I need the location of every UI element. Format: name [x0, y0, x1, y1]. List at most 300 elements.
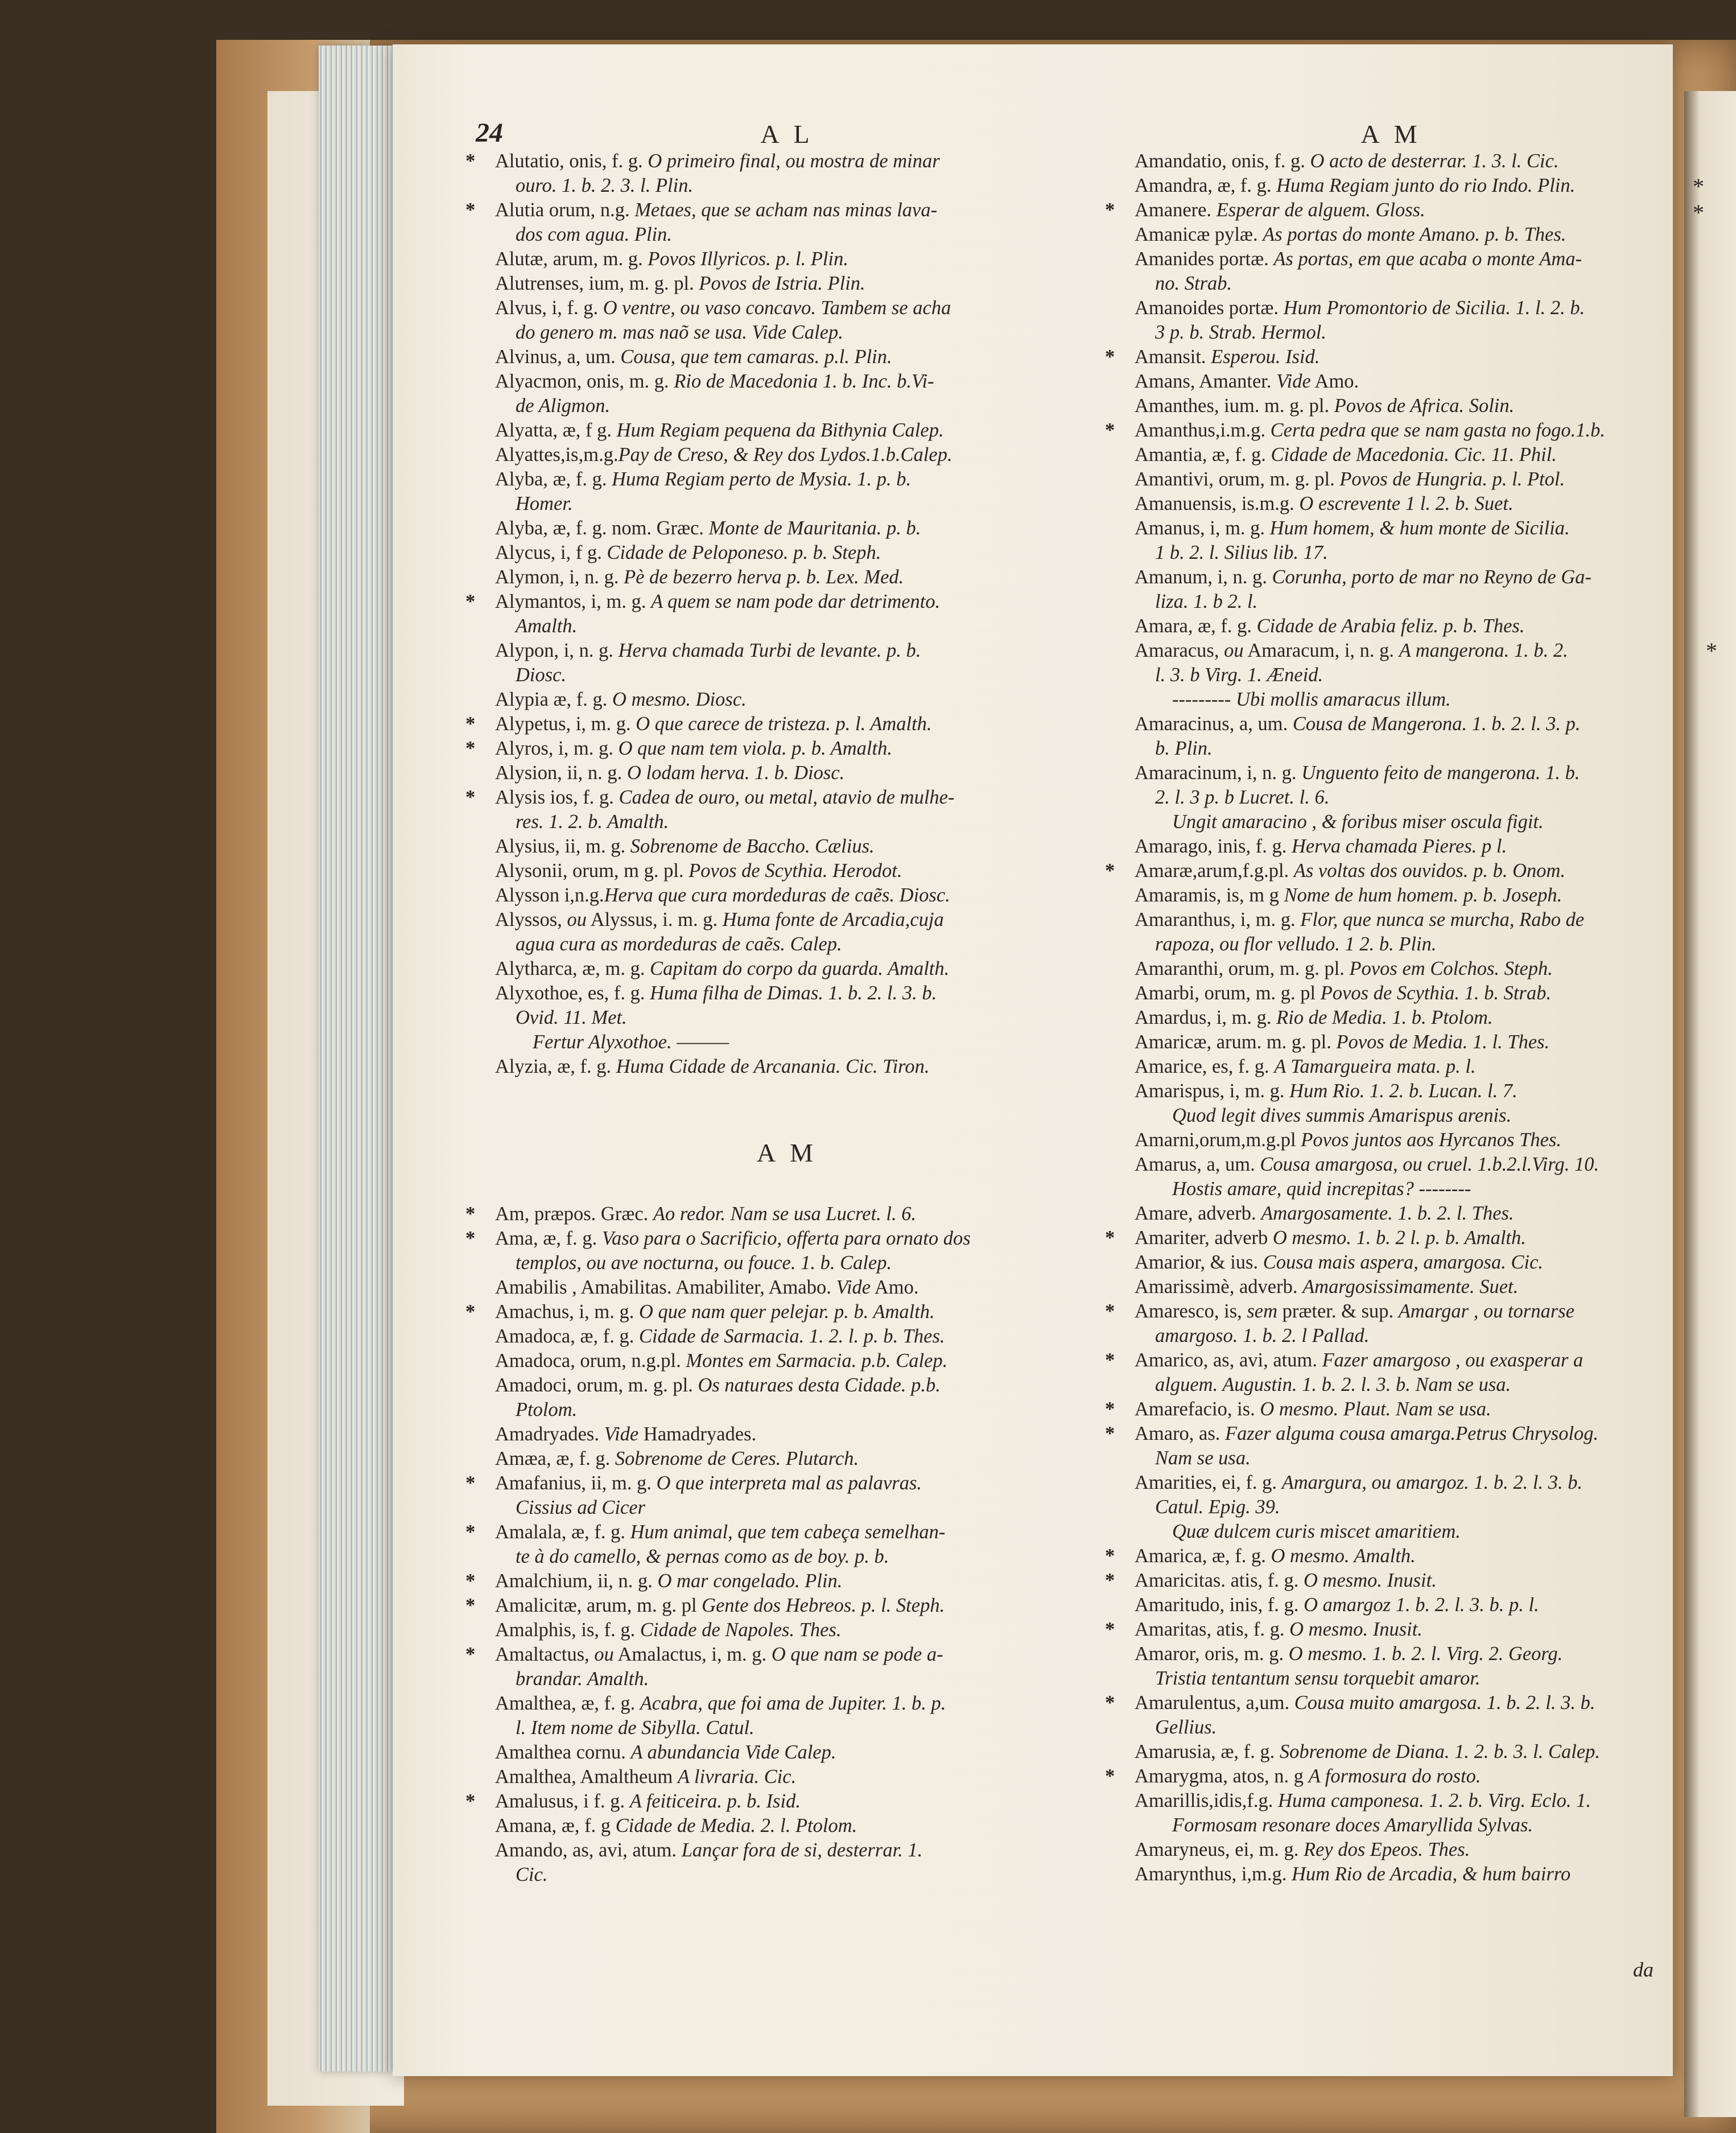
entry-headword: Amandatio, onis, f. g. — [1135, 150, 1310, 172]
entry-headword: Amans, Amanter. — [1135, 370, 1277, 392]
entry-definition: Povos de Hungria. p. l. Ptol. — [1339, 468, 1565, 490]
dictionary-entry — [470, 639, 1104, 663]
entry-definition: Huma fonte de Arcadia,cuja — [722, 909, 944, 930]
entry-headword: Amarefacio, is. — [1135, 1398, 1260, 1420]
entry-headword: Am, præpos. Græc. — [495, 1203, 653, 1225]
entry-headword: Amanides portæ. — [1135, 248, 1274, 270]
entry-definition: b. Plin. — [1155, 738, 1213, 759]
entry-headword: Amachus, i, m. g. — [495, 1301, 639, 1323]
entry-definition: brandar. Amalth. — [516, 1668, 649, 1690]
entry-headword: Amalthea cornu. — [495, 1741, 631, 1763]
entry-definition: O amargoz 1. b. 2. l. 3. b. p. l. — [1304, 1594, 1539, 1616]
dictionary-entry — [470, 1324, 1104, 1349]
verse-quote: Formosam resonare doces Amaryllida Sylvas. — [1172, 1814, 1533, 1836]
dictionary-entry — [470, 1740, 1104, 1765]
dictionary-entry — [1110, 565, 1673, 590]
dictionary-entry — [470, 1838, 1104, 1863]
entry-headword: Amalala, æ, f. g. — [495, 1521, 630, 1543]
entry-continuation — [470, 1716, 1104, 1740]
entry-definition: Metaes, que se acham nas minas lava- — [634, 199, 938, 221]
catchword: da — [1633, 1958, 1653, 1981]
entry-continuation — [470, 1398, 1104, 1422]
dictionary-entry — [470, 1373, 1104, 1398]
entry-definition: do genero m. mas naõ se usa. Vide Calep. — [516, 322, 843, 343]
entry-headword: Amaresco, is, — [1135, 1300, 1247, 1322]
dictionary-entry — [1110, 1275, 1673, 1299]
entry-definition: Huma Regiam junto do rio Indo. Plin. — [1276, 175, 1576, 196]
entry-continuation — [1110, 663, 1673, 687]
dictionary-entry — [1110, 1201, 1673, 1226]
dictionary-entry — [1110, 1789, 1673, 1813]
entry-headword: Amarillis,idis,f.g. — [1135, 1790, 1279, 1811]
entry-definition: Vide — [604, 1423, 639, 1445]
entry-definition: Pè de bezerro herva p. b. Lex. Med. — [624, 566, 904, 588]
entry-definition: O que nam se pode a- — [771, 1644, 943, 1665]
entry-definition: Cousa de Mangerona. 1. b. 2. l. 3. p. — [1292, 713, 1581, 735]
dictionary-entry — [1105, 1617, 1673, 1642]
dictionary-entry — [465, 1593, 1104, 1618]
entry-definition: ou — [594, 1644, 614, 1665]
entry-headword: Alyattes,is,m.g. — [495, 444, 618, 466]
dictionary-entry — [1110, 369, 1673, 394]
asterisk-marker: * — [1105, 1300, 1115, 1322]
entry-continuation — [1110, 1495, 1673, 1520]
dictionary-entry — [1110, 492, 1673, 516]
entry-definition: Povos Illyricos. p. l. Plin. — [648, 248, 848, 270]
entry-definition: Sobrenome de Ceres. Plutarch. — [615, 1448, 859, 1469]
entry-definition: A abundancia Vide Calep. — [630, 1741, 836, 1763]
margin-star: * — [1693, 174, 1704, 199]
entry-definition: Ptolom. — [516, 1399, 578, 1420]
entry-headword: Amo. — [871, 1276, 919, 1298]
entry-continuation — [470, 932, 1104, 957]
entry-headword: Amaltactus, — [495, 1644, 595, 1665]
entry-headword: Amaro, as. — [1135, 1423, 1226, 1444]
dictionary-entry — [465, 712, 1104, 736]
entry-headword: Amana, æ, f. g — [495, 1815, 616, 1836]
entry-headword: Amaracinus, a, um. — [1135, 713, 1293, 735]
entry-definition: Cissius ad Cicer — [516, 1497, 646, 1518]
dictionary-entry — [1105, 1226, 1673, 1250]
entry-definition: Vide — [836, 1276, 871, 1298]
asterisk-marker: * — [1105, 1619, 1115, 1640]
dictionary-entry — [1110, 712, 1673, 736]
entry-definition: O primeiro final, ou mostra de minar — [648, 150, 940, 172]
dictionary-entry — [470, 761, 1104, 785]
page-edges — [319, 46, 393, 2072]
asterisk-marker: * — [465, 1203, 476, 1225]
entry-definition: de Aligmon. — [516, 395, 611, 417]
entry-headword: Alvinus, a, um. — [495, 346, 621, 368]
margin-stars — [1693, 174, 1704, 226]
asterisk-marker: * — [1105, 346, 1115, 368]
entry-headword: Amaræ,arum,f.g.pl. — [1135, 860, 1294, 882]
dictionary-entry — [465, 590, 1104, 614]
dictionary-entry — [465, 1226, 1104, 1251]
margin-star: * — [1706, 638, 1717, 664]
entry-headword: Amaryneus, ei, m. g. — [1135, 1839, 1304, 1860]
entry-headword: Amaricæ, arum. m. g. pl. — [1135, 1031, 1337, 1053]
entry-definition: Nam se usa. — [1155, 1447, 1251, 1469]
entry-definition: Cousa, que tem camaras. p.l. Plin. — [620, 346, 892, 368]
entry-headword: Amariter, adverb — [1135, 1227, 1273, 1249]
entry-definition: Ao redor. Nam se usa Lucret. l. 6. — [653, 1203, 917, 1225]
entry-headword: Alysonii, orum, m g. pl. — [495, 860, 689, 882]
entry-definition: Gellius. — [1155, 1716, 1217, 1738]
entry-continuation — [1110, 1446, 1673, 1471]
verse-quote: Quæ dulcem curis miscet amaritiem. — [1172, 1521, 1461, 1542]
asterisk-marker: * — [465, 1570, 476, 1592]
entry-headword: Amanum, i, n. g. — [1135, 566, 1272, 588]
entry-definition: Cidade de Media. 2. l. Ptolom. — [615, 1815, 857, 1836]
entry-headword: Amaricitas. atis, f. g. — [1135, 1570, 1304, 1591]
dictionary-entry — [1110, 174, 1673, 198]
entry-definition: O mesmo. Amalth. — [1271, 1545, 1416, 1567]
dictionary-entry — [1110, 1152, 1673, 1177]
entry-definition: Amargosissimamente. Suet. — [1302, 1276, 1519, 1298]
entry-headword: Amardus, i, m. g. — [1135, 1007, 1277, 1028]
dictionary-entry — [470, 1814, 1104, 1838]
dictionary-entry — [470, 565, 1104, 590]
dictionary-entry — [470, 516, 1104, 541]
entry-definition: amargoso. 1. b. 2. l Pallad. — [1155, 1325, 1370, 1346]
entry-headword: Amantivi, orum, m. g. pl. — [1135, 468, 1340, 490]
entry-definition: Diosc. — [516, 664, 567, 686]
entry-headword: Amanere. — [1135, 199, 1217, 221]
entry-definition: O mesmo. 1. b. 2 l. p. b. Amalth. — [1272, 1227, 1526, 1249]
dictionary-entry — [1105, 1422, 1673, 1446]
asterisk-marker: * — [1105, 1227, 1115, 1249]
dictionary-entry — [1110, 834, 1673, 859]
entry-continuation — [1110, 271, 1673, 296]
entry-headword: Alutia orum, n.g. — [495, 199, 635, 221]
entry-definition: alguem. Augustin. 1. b. 2. l. 3. b. Nam se usa. — [1155, 1374, 1511, 1395]
entry-definition: A formosura do rosto. — [1308, 1765, 1481, 1787]
entry-headword: Alyssus, i. m. g. — [587, 909, 723, 930]
entry-continuation — [1110, 541, 1673, 565]
dictionary-entry — [1110, 296, 1673, 320]
entry-definition: Fazer alguma cousa amarga.Petrus Chrysolog. — [1225, 1423, 1599, 1444]
entry-definition: ou — [1224, 640, 1244, 661]
dictionary-entry — [470, 834, 1104, 859]
entry-headword: Alypetus, i, m. g. — [495, 713, 636, 735]
dictionary-entry — [1105, 1764, 1673, 1789]
entry-continuation — [470, 394, 1104, 418]
asterisk-marker: * — [1105, 1545, 1115, 1567]
right-column — [1105, 120, 1673, 1887]
entry-definition: Tristia tentantum sensu torquebit amaror. — [1155, 1667, 1481, 1689]
entry-continuation — [1110, 320, 1673, 345]
entry-headword: Alymantos, i, m. g. — [495, 591, 651, 612]
entry-definition: O mesmo. Diosc. — [612, 689, 747, 710]
left-column — [465, 120, 1104, 1887]
entry-definition: rapoza, ou flor velludo. 1 2. b. Plin. — [1155, 933, 1437, 955]
entry-continuation — [470, 663, 1104, 687]
entry-definition: As portas do monte Amano. p. b. Thes. — [1263, 224, 1566, 245]
entry-definition: Pay de Creso, & Rey dos Lydos.1.b.Calep. — [618, 444, 952, 466]
dictionary-entry — [1110, 1862, 1673, 1887]
asterisk-marker: * — [465, 1228, 476, 1249]
entry-headword: Amalthea, Amaltheum — [495, 1766, 678, 1788]
asterisk-marker: * — [465, 738, 476, 759]
entry-definition: Hum animal, que tem cabeça semelhan- — [630, 1521, 946, 1543]
entry-definition: Povos juntos aos Hyrcanos Thes. — [1301, 1129, 1562, 1151]
dictionary-entry — [1110, 516, 1673, 541]
dictionary-entry — [465, 149, 1104, 174]
entry-headword: Alyba, æ, f. g. — [495, 468, 612, 490]
entry-definition: Montes em Sarmacia. p.b. Calep. — [686, 1350, 948, 1372]
entry-definition: Cic. — [516, 1864, 548, 1885]
dictionary-entry — [470, 369, 1104, 394]
entry-definition: Sobrenome de Baccho. Cælius. — [630, 835, 875, 857]
entry-headword: Amanuensis, is.m.g. — [1135, 493, 1300, 514]
entry-headword: Amarygma, atos, n. g — [1135, 1765, 1309, 1787]
dictionary-entry — [470, 957, 1104, 981]
dictionary-entry — [470, 418, 1104, 443]
entry-continuation — [1110, 1324, 1673, 1348]
entry-headword: Alyxothoe, es, f. g. — [495, 982, 650, 1004]
asterisk-marker: * — [1105, 199, 1115, 221]
entry-headword: Amarice, es, f. g. — [1135, 1056, 1275, 1077]
dictionary-entry — [465, 736, 1104, 761]
entry-headword: Amæa, æ, f. g. — [495, 1448, 615, 1469]
dictionary-entry — [1105, 198, 1673, 223]
entry-headword: Amaror, oris, m. g. — [1135, 1643, 1289, 1665]
asterisk-marker: * — [1105, 1398, 1115, 1420]
entry-definition: agua cura as mordeduras de caẽs. Calep. — [516, 933, 842, 955]
entry-definition: ou — [567, 909, 587, 930]
entry-definition: O mesmo. Plaut. Nam se usa. — [1260, 1398, 1491, 1420]
entry-continuation — [470, 1496, 1104, 1520]
dictionary-entry — [1110, 394, 1673, 418]
entry-headword: Alymon, i, n. g. — [495, 566, 624, 588]
entry-definition: Hum Regiam pequena da Bithynia Calep. — [616, 419, 944, 441]
entry-headword: Alutatio, onis, f. g. — [495, 150, 648, 172]
entry-definition: O que nam tem viola. p. b. Amalth. — [618, 738, 892, 759]
entry-definition: A mangerona. 1. b. 2. — [1399, 640, 1568, 661]
dictionary-entry — [470, 467, 1104, 492]
entry-definition: As voltas dos ouvidos. p. b. Onom. — [1293, 860, 1566, 882]
entry-headword: Amarities, ei, f. g. — [1135, 1472, 1282, 1493]
entry-definition: As portas, em que acaba o monte Ama- — [1273, 248, 1582, 270]
dictionary-entry — [470, 1447, 1104, 1471]
entry-definition: Hum Rio de Arcadia, & hum bairro — [1291, 1863, 1571, 1885]
entry-definition: Amalth. — [516, 615, 578, 637]
margin-star: * — [1693, 200, 1704, 225]
entry-definition: Nome de hum homem. p. b. Joseph. — [1284, 884, 1562, 906]
dictionary-entry — [470, 981, 1104, 1006]
entry-continuation — [1110, 932, 1673, 957]
entry-headword: Amaramis, is, m g — [1135, 884, 1284, 906]
facing-page-edge — [1684, 91, 1736, 2117]
entry-headword: Alypia æ, f. g. — [495, 689, 613, 710]
entry-headword: Amandra, æ, f. g. — [1135, 175, 1277, 196]
entry-continuation — [1110, 785, 1673, 810]
entry-definition: templos, ou ave nocturna, ou fouce. 1. b. Calep. — [516, 1252, 892, 1274]
dictionary-entry — [1110, 883, 1673, 908]
verse-quote: Hostis amare, quid increpitas? -------- — [1172, 1178, 1471, 1200]
dictionary-entry — [465, 198, 1104, 223]
dictionary-entry — [465, 1520, 1104, 1545]
entry-continuation — [1110, 736, 1673, 761]
asterisk-marker: * — [1105, 419, 1115, 441]
entry-headword: Amantia, æ, f. g. — [1135, 444, 1271, 466]
dictionary-entry — [1110, 1030, 1673, 1055]
dictionary-entry — [1110, 1471, 1673, 1495]
entry-headword: Amarusia, æ, f. g. — [1135, 1741, 1280, 1763]
entry-definition: Fazer amargoso , ou exasperar a — [1322, 1349, 1584, 1371]
entry-definition: Esperar de alguem. Gloss. — [1216, 199, 1425, 221]
entry-definition: no. Strab. — [1155, 273, 1232, 294]
entry-definition: 2. l. 3 p. b Lucret. l. 6. — [1155, 787, 1330, 808]
entry-headword: Alyssos, — [495, 909, 567, 930]
entry-definition: A feiticeira. p. b. Isid. — [629, 1790, 801, 1812]
dictionary-entry — [470, 859, 1104, 883]
entry-headword: Alutæ, arum, m. g. — [495, 248, 648, 270]
dictionary-entry — [1110, 1740, 1673, 1764]
entry-headword: Alypon, i, n. g. — [495, 640, 618, 661]
dictionary-entry — [470, 1691, 1104, 1716]
entry-continuation — [470, 223, 1104, 247]
entry-definition: Ovid. 11. Met. — [516, 1007, 627, 1028]
entry-definition: sem — [1247, 1300, 1278, 1322]
entry-definition: Amargura, ou amargoz. 1. b. 2. l. 3. b. — [1281, 1472, 1583, 1493]
entry-definition: O mar congelado. Plin. — [657, 1570, 843, 1592]
entry-definition: Povos de Scythia. 1. b. Strab. — [1320, 982, 1552, 1004]
entry-headword: Amanoides portæ. — [1135, 297, 1284, 319]
entry-definition: Povos de Istria. Plin. — [699, 273, 865, 294]
entry-headword: Amalactus, i, m. g. — [613, 1644, 772, 1665]
entry-definition: A livraria. Cic. — [677, 1766, 797, 1788]
entry-headword: Amanthes, ium. m. g. pl. — [1135, 395, 1334, 417]
dictionary-entry — [465, 1300, 1104, 1324]
dictionary-entry — [1110, 614, 1673, 639]
entry-definition: Povos em Colchos. Steph. — [1349, 958, 1553, 979]
entry-continuation — [470, 1863, 1104, 1887]
dictionary-entry — [470, 1055, 1104, 1079]
entry-headword: Amara, æ, f. g. — [1135, 615, 1257, 637]
entry-definition: A Tamargueira mata. p. l. — [1274, 1056, 1476, 1077]
entry-definition: Cidade de Macedonia. Cic. 11. Phil. — [1271, 444, 1557, 466]
asterisk-marker: * — [1105, 1423, 1115, 1444]
entry-headword: Amaritas, atis, f. g. — [1135, 1619, 1290, 1640]
entry-definition: Cidade de Arabia feliz. p. b. Thes. — [1256, 615, 1525, 637]
asterisk-marker: * — [465, 1644, 476, 1665]
dictionary-entry — [1110, 1055, 1673, 1079]
entry-definition: O escrevente 1 l. 2. b. Suet. — [1299, 493, 1514, 514]
asterisk-marker: * — [465, 591, 476, 612]
entry-headword: Alytharca, æ, m. g. — [495, 958, 650, 979]
entry-definition: Monte de Mauritania. p. b. — [708, 517, 921, 539]
entry-headword: Amarica, æ, f. g. — [1135, 1545, 1271, 1567]
entry-definition: 1 b. 2. l. Silius lib. 17. — [1155, 542, 1328, 563]
entry-headword: Ama, æ, f. g. — [495, 1228, 602, 1249]
entry-definition: O ventre, ou vaso concavo. Tambem se acha — [603, 297, 951, 319]
entry-definition: Sobrenome de Diana. 1. 2. b. 3. l. Calep. — [1279, 1741, 1601, 1763]
entry-definition: Hum Rio. 1. 2. b. Lucan. l. 7. — [1289, 1080, 1518, 1102]
entry-definition: Amargar , ou tornarse — [1398, 1300, 1575, 1322]
entry-definition: Huma Regiam perto de Mysia. 1. p. b. — [612, 468, 912, 490]
column-header-am: A M — [1360, 120, 1422, 149]
dictionary-entry — [470, 883, 1104, 908]
entry-continuation — [470, 1251, 1104, 1275]
entry-headword: Amafanius, ii, m. g. — [495, 1472, 657, 1494]
entry-headword: Amarissimè, adverb. — [1135, 1276, 1303, 1298]
entry-continuation — [470, 614, 1104, 639]
dictionary-entry — [1110, 443, 1673, 467]
dictionary-entry — [1110, 1250, 1673, 1275]
entry-definition: Povos de Media. 1. l. Thes. — [1336, 1031, 1550, 1053]
entry-headword: Amaritudo, inis, f. g. — [1135, 1594, 1304, 1616]
entry-definition: Os naturaes desta Cidade. p.b. — [698, 1374, 941, 1396]
dictionary-entry — [465, 1789, 1104, 1814]
entry-headword: Amarynthus, i,m.g. — [1135, 1863, 1292, 1885]
dictionary-entry — [1110, 1128, 1673, 1152]
entry-headword: Amalusus, i f. g. — [495, 1790, 630, 1812]
entry-headword: Amarulentus, a,um. — [1135, 1692, 1294, 1714]
dictionary-entry — [1110, 1079, 1673, 1103]
entry-continuation — [470, 810, 1104, 834]
dictionary-entry — [1105, 1544, 1673, 1568]
dictionary-entry — [1110, 761, 1673, 785]
entry-definition: Rio de Macedonia 1. b. Inc. b.Vi- — [674, 370, 934, 392]
entry-definition: Cidade de Peloponeso. p. b. Steph. — [607, 542, 881, 563]
entry-definition: Vide — [1276, 370, 1311, 392]
entry-definition: Rey dos Epeos. Thes. — [1304, 1839, 1470, 1860]
entry-definition: Unguento feito de mangerona. 1. b. — [1301, 762, 1580, 784]
entry-headword: Amarico, as, avi, atum. — [1135, 1349, 1322, 1371]
asterisk-marker: * — [1105, 860, 1115, 882]
entry-definition: Lançar fora de si, desterrar. 1. — [681, 1839, 923, 1861]
dictionary-entry — [1105, 1348, 1673, 1373]
dictionary-entry — [1105, 859, 1673, 883]
entry-headword: Amadoci, orum, m. g. pl. — [495, 1374, 698, 1396]
entry-definition: Homer. — [516, 493, 573, 514]
section-header-am: A M — [756, 1138, 818, 1167]
entry-headword: Amaranthus, i, m. g. — [1135, 909, 1301, 930]
dictionary-entry — [1105, 345, 1673, 369]
dictionary-entry — [465, 1569, 1104, 1593]
dictionary-entry — [1110, 1642, 1673, 1666]
asterisk-marker: * — [465, 713, 476, 735]
asterisk-marker: * — [465, 150, 476, 172]
entry-definition: O acto de desterrar. 1. 3. l. Cic. — [1310, 150, 1559, 172]
entry-headword: Amalthea, æ, f. g. — [495, 1693, 640, 1714]
verse-quote: Ungit amaracino , & foribus miser oscula figit. — [1172, 811, 1544, 833]
entry-definition: Herva que cura mordeduras de caẽs. Diosc. — [604, 884, 950, 906]
entry-headword: Amaracinum, i, n. g. — [1135, 762, 1302, 784]
dictionary-entry — [1105, 418, 1673, 443]
entry-definition: O que interpreta mal as palavras. — [656, 1472, 922, 1494]
entry-headword: Amadryades. — [495, 1423, 604, 1445]
asterisk-marker: * — [1105, 1765, 1115, 1787]
entry-headword: Amadoca, orum, n.g.pl. — [495, 1350, 686, 1372]
dictionary-entry — [470, 541, 1104, 565]
dictionary-entry — [1110, 149, 1673, 174]
entry-definition: O lodam herva. 1. b. Diosc. — [626, 762, 845, 784]
entry-headword: Amadoca, æ, f. g. — [495, 1325, 639, 1347]
entry-definition: te à do camello, & pernas como as de boy. p. b. — [516, 1546, 889, 1567]
entry-headword: Alyzia, æ, f. g. — [495, 1056, 616, 1077]
entry-definition: Herva chamada Turbi de levante. p. b. — [618, 640, 921, 661]
entry-definition: Esperou. Isid. — [1211, 346, 1320, 368]
entry-headword: Amabilis , Amabilitas. Amabiliter, Amabo. — [495, 1276, 836, 1298]
dictionary-entry — [1110, 639, 1673, 663]
dictionary-entry — [470, 1349, 1104, 1373]
asterisk-marker: * — [465, 1595, 476, 1616]
entry-headword: Amarispus, i, m. g. — [1135, 1080, 1290, 1102]
dictionary-entry — [465, 1471, 1104, 1496]
